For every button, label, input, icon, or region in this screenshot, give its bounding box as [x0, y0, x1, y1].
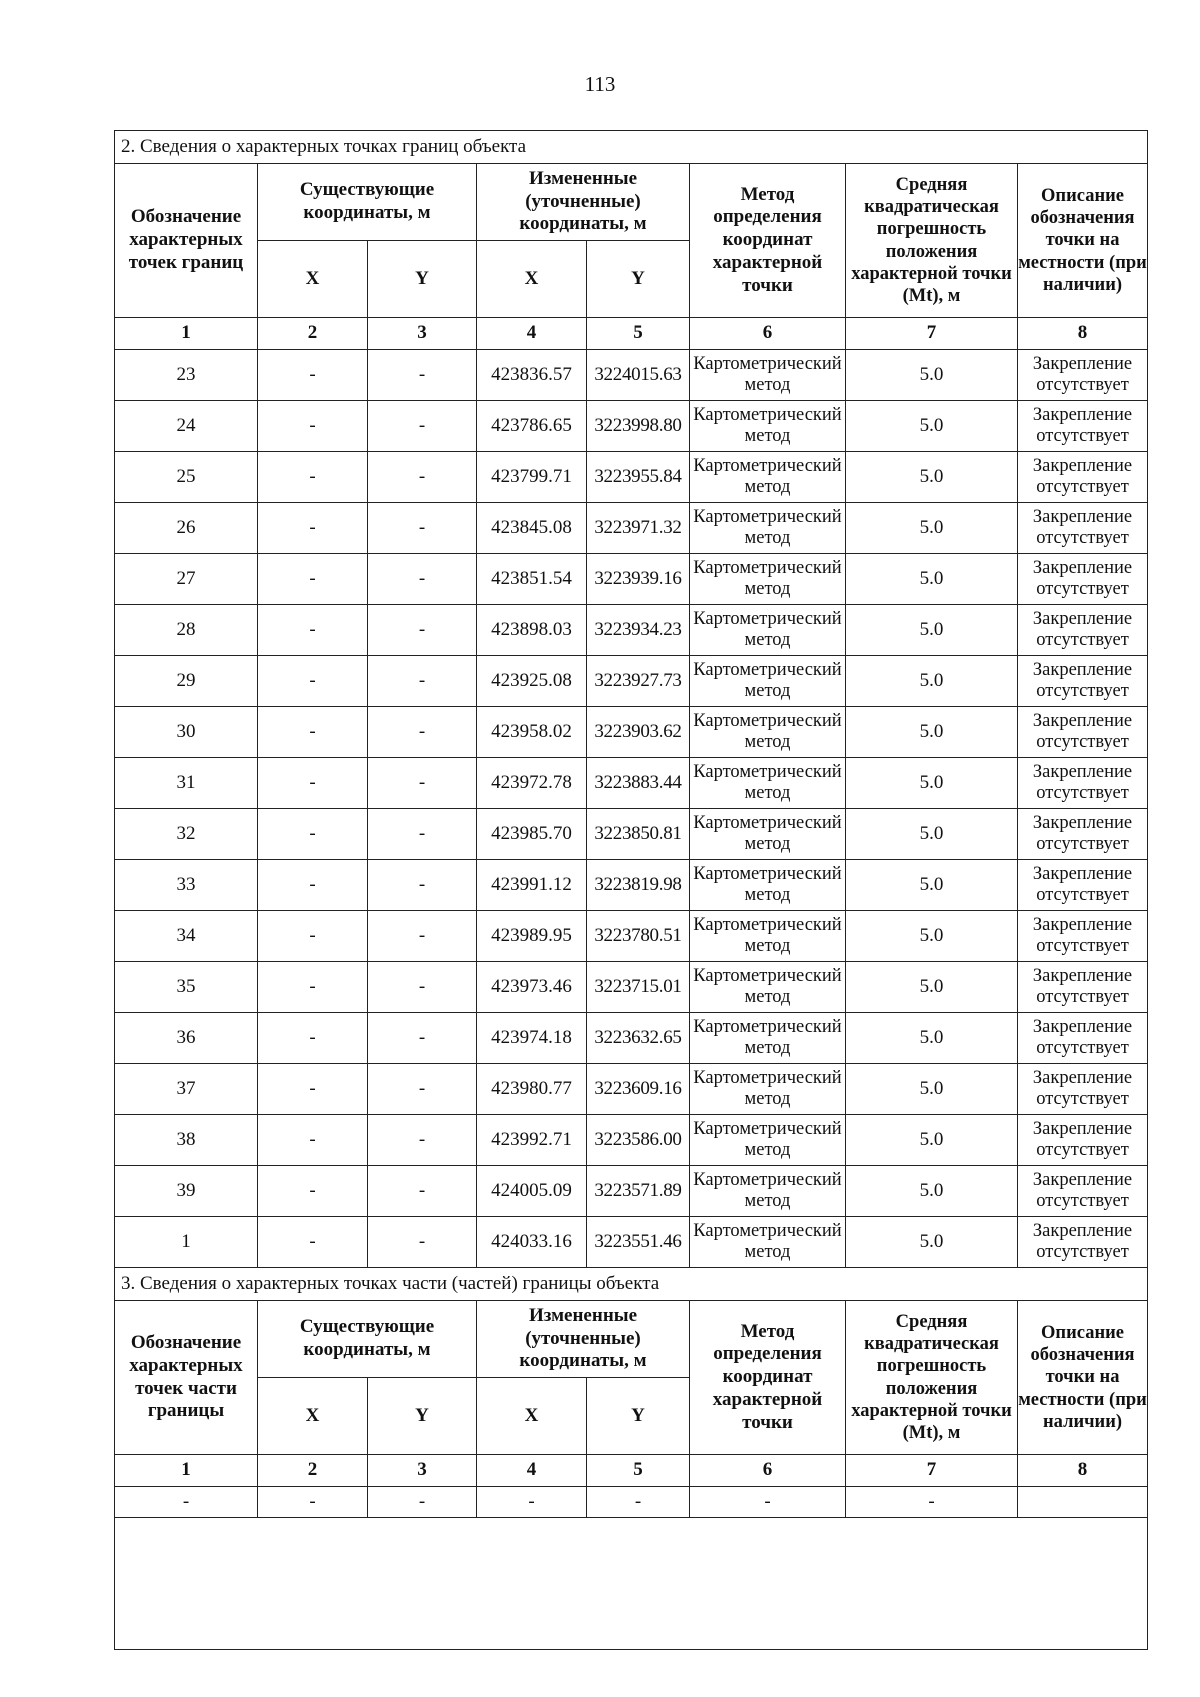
- cell-existing-y: -: [368, 401, 477, 452]
- cell-point-number: 26: [115, 503, 258, 554]
- cell-existing-x: -: [258, 350, 368, 401]
- cell-changed-y: 3224015.63: [587, 350, 690, 401]
- cell-method: Картометрический метод: [690, 350, 846, 401]
- section3-empty-cell: -: [115, 1487, 258, 1518]
- cell-method: Картометрический метод: [690, 1064, 846, 1115]
- section2-colnum: 8: [1018, 318, 1148, 350]
- table-row: [115, 605, 1148, 656]
- cell-existing-y: -: [368, 707, 477, 758]
- cell-description: Закрепление отсутствует: [1018, 1217, 1148, 1268]
- table-row: [115, 1166, 1148, 1217]
- table-row: [115, 707, 1148, 758]
- cell-changed-y: 3223586.00: [587, 1115, 690, 1166]
- cell-changed-x: 424033.16: [477, 1217, 587, 1268]
- section2-header-existing-x: X: [258, 241, 368, 318]
- cell-existing-y: -: [368, 503, 477, 554]
- cell-existing-y: -: [368, 758, 477, 809]
- section3-header-existing: Существующие координаты, м: [258, 1301, 477, 1378]
- cell-existing-y: -: [368, 554, 477, 605]
- cell-method: Картометрический метод: [690, 758, 846, 809]
- section2-header-changed: Измененные (уточненные) координаты, м: [477, 164, 690, 241]
- cell-changed-x: 424005.09: [477, 1166, 587, 1217]
- cell-point-number: 33: [115, 860, 258, 911]
- section3-header-changed-x: X: [477, 1378, 587, 1455]
- cell-error: 5.0: [846, 1115, 1018, 1166]
- cell-existing-x: -: [258, 554, 368, 605]
- section3-empty-cell: -: [846, 1487, 1018, 1518]
- table-row: [115, 1217, 1148, 1268]
- section3-header-method: Метод определения координат характерной точки: [690, 1301, 846, 1455]
- page-number: 113: [584, 72, 616, 96]
- section3-empty-cell: -: [368, 1487, 477, 1518]
- section2-header-changed-y: Y: [587, 241, 690, 318]
- cell-existing-x: -: [258, 707, 368, 758]
- section3-empty-cell: -: [690, 1487, 846, 1518]
- section2-colnum: 1: [115, 318, 258, 350]
- cell-existing-y: -: [368, 452, 477, 503]
- cell-existing-y: -: [368, 1064, 477, 1115]
- cell-changed-y: 3223551.46: [587, 1217, 690, 1268]
- cell-changed-x: 423836.57: [477, 350, 587, 401]
- section3-colnum: 7: [846, 1455, 1018, 1487]
- cell-changed-x: 423973.46: [477, 962, 587, 1013]
- section3-empty-row: [115, 1487, 1148, 1518]
- section3-colnum: 6: [690, 1455, 846, 1487]
- table-row: [115, 758, 1148, 809]
- cell-error: 5.0: [846, 860, 1018, 911]
- cell-description: Закрепление отсутствует: [1018, 452, 1148, 503]
- cell-existing-y: -: [368, 605, 477, 656]
- cell-changed-x: 423980.77: [477, 1064, 587, 1115]
- cell-method: Картометрический метод: [690, 809, 846, 860]
- section2-header-description: Описание обозначения точки на местности (при наличии): [1018, 164, 1148, 318]
- cell-changed-y: 3223632.65: [587, 1013, 690, 1064]
- table-row: [115, 452, 1148, 503]
- cell-point-number: 37: [115, 1064, 258, 1115]
- cell-changed-y: 3223780.51: [587, 911, 690, 962]
- cell-description: Закрепление отсутствует: [1018, 656, 1148, 707]
- cell-changed-x: 423958.02: [477, 707, 587, 758]
- cell-method: Картометрический метод: [690, 911, 846, 962]
- cell-changed-y: 3223998.80: [587, 401, 690, 452]
- cell-description: Закрепление отсутствует: [1018, 860, 1148, 911]
- cell-changed-y: 3223971.32: [587, 503, 690, 554]
- section3-colnum: 8: [1018, 1455, 1148, 1487]
- blank-area: [115, 1518, 1148, 1650]
- cell-error: 5.0: [846, 656, 1018, 707]
- cell-point-number: 25: [115, 452, 258, 503]
- table-row: [115, 554, 1148, 605]
- cell-point-number: 1: [115, 1217, 258, 1268]
- cell-changed-x: 423972.78: [477, 758, 587, 809]
- cell-existing-x: -: [258, 1217, 368, 1268]
- cell-existing-x: -: [258, 503, 368, 554]
- cell-point-number: 35: [115, 962, 258, 1013]
- cell-existing-y: -: [368, 860, 477, 911]
- cell-existing-x: -: [258, 860, 368, 911]
- cell-existing-y: -: [368, 962, 477, 1013]
- cell-method: Картометрический метод: [690, 1217, 846, 1268]
- table-row: [115, 656, 1148, 707]
- cell-changed-y: 3223715.01: [587, 962, 690, 1013]
- cell-error: 5.0: [846, 503, 1018, 554]
- cell-existing-y: -: [368, 911, 477, 962]
- cell-description: Закрепление отсутствует: [1018, 503, 1148, 554]
- section2-header-changed-x: X: [477, 241, 587, 318]
- cell-changed-x: 423991.12: [477, 860, 587, 911]
- section2-colnum: 4: [477, 318, 587, 350]
- cell-description: Закрепление отсутствует: [1018, 758, 1148, 809]
- cell-error: 5.0: [846, 809, 1018, 860]
- cell-error: 5.0: [846, 911, 1018, 962]
- section2-colnum: 7: [846, 318, 1018, 350]
- table-row: [115, 962, 1148, 1013]
- section2-colnum: 6: [690, 318, 846, 350]
- section2-colnum: 5: [587, 318, 690, 350]
- section3-colnum: 3: [368, 1455, 477, 1487]
- cell-changed-y: 3223609.16: [587, 1064, 690, 1115]
- cell-error: 5.0: [846, 1166, 1018, 1217]
- cell-point-number: 24: [115, 401, 258, 452]
- cell-method: Картометрический метод: [690, 503, 846, 554]
- cell-changed-x: 423989.95: [477, 911, 587, 962]
- cell-existing-y: -: [368, 809, 477, 860]
- cell-changed-y: 3223955.84: [587, 452, 690, 503]
- cell-existing-y: -: [368, 656, 477, 707]
- cell-existing-y: -: [368, 1217, 477, 1268]
- section2-header-designation: Обозначение характерных точек границ: [115, 164, 258, 318]
- cell-point-number: 38: [115, 1115, 258, 1166]
- cell-existing-x: -: [258, 605, 368, 656]
- section3-colnum: 1: [115, 1455, 258, 1487]
- cell-changed-y: 3223939.16: [587, 554, 690, 605]
- section3-title: 3. Сведения о характерных точках части (частей) границы объекта: [115, 1268, 1148, 1301]
- table-row: [115, 1013, 1148, 1064]
- cell-existing-y: -: [368, 1013, 477, 1064]
- section3-empty-cell: -: [587, 1487, 690, 1518]
- section2-title: 2. Сведения о характерных точках границ объекта: [115, 131, 1148, 164]
- cell-changed-y: 3223819.98: [587, 860, 690, 911]
- section2-header-existing-y: Y: [368, 241, 477, 318]
- cell-method: Картометрический метод: [690, 554, 846, 605]
- cell-existing-x: -: [258, 401, 368, 452]
- cell-error: 5.0: [846, 1013, 1018, 1064]
- section3-empty-cell: -: [477, 1487, 587, 1518]
- section2-column-numbers: [115, 318, 1148, 350]
- cell-description: Закрепление отсутствует: [1018, 1115, 1148, 1166]
- cell-changed-x: 423799.71: [477, 452, 587, 503]
- cell-description: Закрепление отсутствует: [1018, 1064, 1148, 1115]
- cell-error: 5.0: [846, 962, 1018, 1013]
- cell-existing-x: -: [258, 962, 368, 1013]
- cell-error: 5.0: [846, 707, 1018, 758]
- cell-description: Закрепление отсутствует: [1018, 401, 1148, 452]
- boundary-points-table: [114, 130, 1148, 1650]
- cell-changed-x: 423851.54: [477, 554, 587, 605]
- cell-changed-y: 3223850.81: [587, 809, 690, 860]
- table-row: [115, 1115, 1148, 1166]
- cell-method: Картометрический метод: [690, 1013, 846, 1064]
- cell-changed-x: 423845.08: [477, 503, 587, 554]
- cell-error: 5.0: [846, 1064, 1018, 1115]
- cell-error: 5.0: [846, 605, 1018, 656]
- cell-method: Картометрический метод: [690, 1166, 846, 1217]
- cell-existing-y: -: [368, 1115, 477, 1166]
- cell-changed-x: 423985.70: [477, 809, 587, 860]
- cell-description: Закрепление отсутствует: [1018, 554, 1148, 605]
- section3-header-error: Средняя квадратическая погрешность положения характерной точки (Mt), м: [846, 1301, 1018, 1455]
- cell-description: Закрепление отсутствует: [1018, 1013, 1148, 1064]
- cell-point-number: 23: [115, 350, 258, 401]
- cell-point-number: 30: [115, 707, 258, 758]
- cell-description: Закрепление отсутствует: [1018, 962, 1148, 1013]
- table-row: [115, 350, 1148, 401]
- cell-description: Закрепление отсутствует: [1018, 809, 1148, 860]
- table-row: [115, 401, 1148, 452]
- cell-method: Картометрический метод: [690, 1115, 846, 1166]
- section3-column-numbers: [115, 1455, 1148, 1487]
- section3-colnum: 5: [587, 1455, 690, 1487]
- cell-point-number: 39: [115, 1166, 258, 1217]
- section2-header-error: Средняя квадратическая погрешность положения характерной точки (Mt), м: [846, 164, 1018, 318]
- section3-colnum: 2: [258, 1455, 368, 1487]
- cell-method: Картометрический метод: [690, 656, 846, 707]
- cell-changed-x: 423974.18: [477, 1013, 587, 1064]
- cell-changed-x: 423992.71: [477, 1115, 587, 1166]
- cell-error: 5.0: [846, 401, 1018, 452]
- cell-point-number: 34: [115, 911, 258, 962]
- section2-header-existing: Существующие координаты, м: [258, 164, 477, 241]
- cell-point-number: 28: [115, 605, 258, 656]
- table-row: [115, 911, 1148, 962]
- cell-changed-y: 3223571.89: [587, 1166, 690, 1217]
- section2-colnum: 2: [258, 318, 368, 350]
- section3-header-designation: Обозначение характерных точек части границы: [115, 1301, 258, 1455]
- section3-header-description: Описание обозначения точки на местности (при наличии): [1018, 1301, 1148, 1455]
- cell-changed-x: 423786.65: [477, 401, 587, 452]
- cell-error: 5.0: [846, 350, 1018, 401]
- table-row: [115, 1064, 1148, 1115]
- cell-existing-x: -: [258, 758, 368, 809]
- cell-changed-y: 3223934.23: [587, 605, 690, 656]
- section3-colnum: 4: [477, 1455, 587, 1487]
- section3-header-changed: Измененные (уточненные) координаты, м: [477, 1301, 690, 1378]
- cell-changed-x: 423898.03: [477, 605, 587, 656]
- cell-existing-y: -: [368, 350, 477, 401]
- cell-error: 5.0: [846, 758, 1018, 809]
- cell-error: 5.0: [846, 452, 1018, 503]
- cell-error: 5.0: [846, 1217, 1018, 1268]
- cell-existing-x: -: [258, 1013, 368, 1064]
- cell-description: Закрепление отсутствует: [1018, 350, 1148, 401]
- cell-description: Закрепление отсутствует: [1018, 1166, 1148, 1217]
- cell-changed-x: 423925.08: [477, 656, 587, 707]
- cell-existing-x: -: [258, 1115, 368, 1166]
- table-row: [115, 809, 1148, 860]
- cell-point-number: 29: [115, 656, 258, 707]
- cell-existing-x: -: [258, 1166, 368, 1217]
- cell-changed-y: 3223903.62: [587, 707, 690, 758]
- section2-colnum: 3: [368, 318, 477, 350]
- section2-header-method: Метод определения координат характерной точки: [690, 164, 846, 318]
- section3-header-changed-y: Y: [587, 1378, 690, 1455]
- section3-header-existing-x: X: [258, 1378, 368, 1455]
- cell-method: Картометрический метод: [690, 605, 846, 656]
- section3-header-existing-y: Y: [368, 1378, 477, 1455]
- cell-method: Картометрический метод: [690, 452, 846, 503]
- cell-existing-x: -: [258, 809, 368, 860]
- cell-changed-y: 3223883.44: [587, 758, 690, 809]
- cell-existing-x: -: [258, 656, 368, 707]
- cell-existing-y: -: [368, 1166, 477, 1217]
- cell-changed-y: 3223927.73: [587, 656, 690, 707]
- cell-point-number: 36: [115, 1013, 258, 1064]
- cell-description: Закрепление отсутствует: [1018, 911, 1148, 962]
- cell-method: Картометрический метод: [690, 962, 846, 1013]
- cell-error: 5.0: [846, 554, 1018, 605]
- table-row: [115, 503, 1148, 554]
- cell-existing-x: -: [258, 452, 368, 503]
- cell-existing-x: -: [258, 911, 368, 962]
- cell-point-number: 31: [115, 758, 258, 809]
- table-row: [115, 860, 1148, 911]
- cell-description: Закрепление отсутствует: [1018, 605, 1148, 656]
- cell-method: Картометрический метод: [690, 707, 846, 758]
- cell-point-number: 32: [115, 809, 258, 860]
- cell-description: Закрепление отсутствует: [1018, 707, 1148, 758]
- cell-existing-x: -: [258, 1064, 368, 1115]
- cell-point-number: 27: [115, 554, 258, 605]
- cell-method: Картометрический метод: [690, 860, 846, 911]
- cell-method: Картометрический метод: [690, 401, 846, 452]
- section3-empty-cell: -: [258, 1487, 368, 1518]
- section3-empty-cell: [1018, 1487, 1148, 1518]
